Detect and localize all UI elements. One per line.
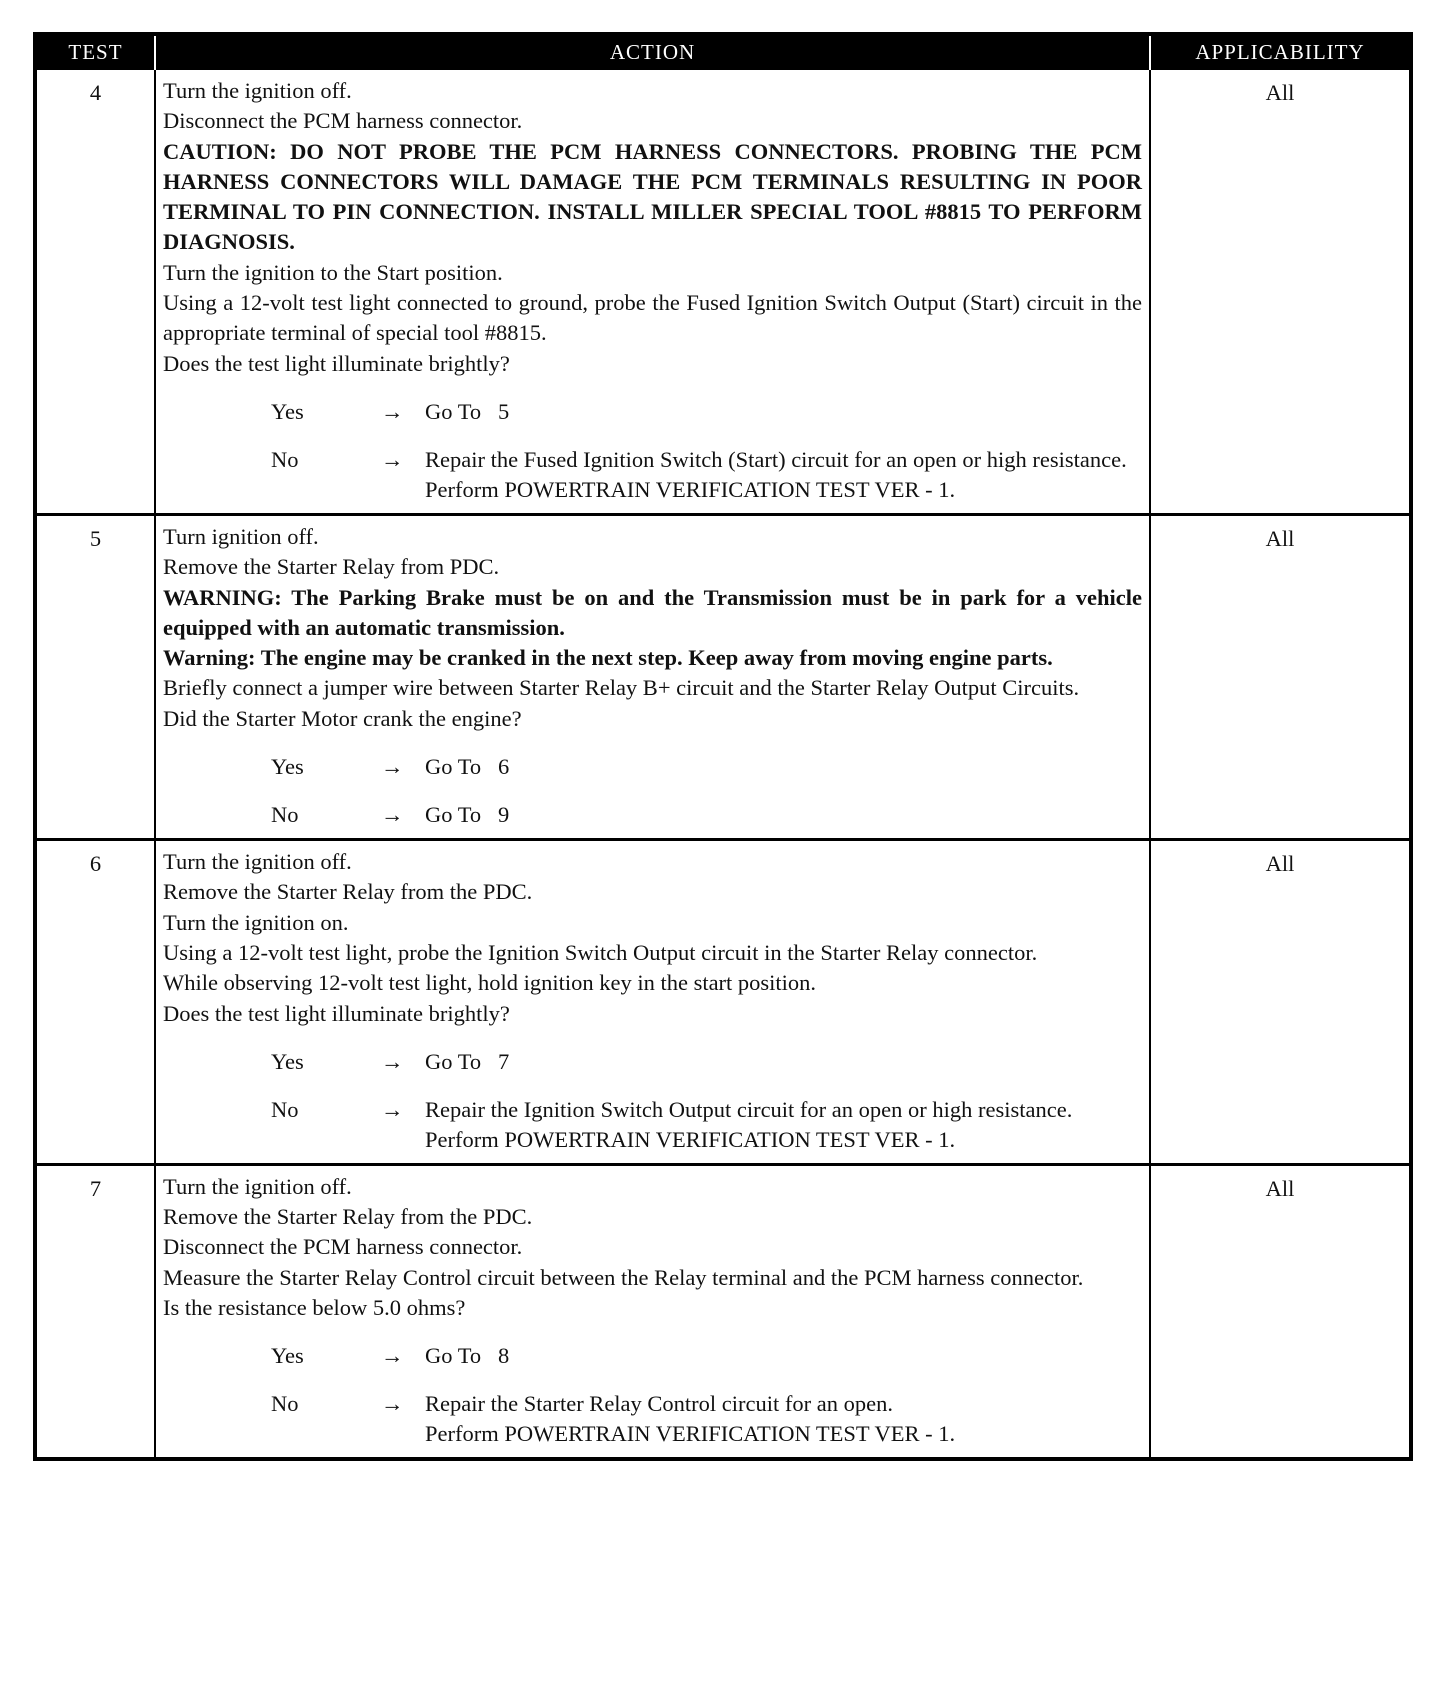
right-arrow-icon: → <box>381 1343 404 1369</box>
table-header-row <box>35 34 1411 69</box>
no-result <box>425 445 1142 505</box>
table-row <box>35 840 1411 1165</box>
caution-text: Warning: The engine may be cranked in the next step. Keep away from moving engine parts. <box>163 645 1053 671</box>
instruction-line: Disconnect the PCM harness connector. <box>163 1234 523 1260</box>
result-line: Go To 6 <box>425 754 510 780</box>
result-line: Go To 5 <box>425 398 510 424</box>
table-body <box>35 69 1411 1459</box>
yes-result <box>425 397 1142 427</box>
yes-result <box>425 1341 1142 1371</box>
right-arrow-icon: → <box>381 754 404 780</box>
instruction-line: Remove the Starter Relay from the PDC. <box>163 879 533 905</box>
instruction-line: While observing 12-volt test light, hold ignition key in the start position. <box>163 970 817 996</box>
caution-text: CAUTION: DO NOT PROBE THE PCM HARNESS CONNECTORS. PROBING THE PCM HARNESS CONNECTORS WILL DAMAGE THE PCM TERMINALS RESULTING IN POOR TERMINAL TO PIN CONNECTION. INSTALL MILLER SPECIAL TOOL #8815 TO PERFORM DIAGNOSIS. <box>163 138 1142 255</box>
test-number: 5 <box>35 514 155 839</box>
yes-label: Yes <box>271 1048 304 1074</box>
result-line: Repair the Fused Ignition Switch (Start) circuit for an open or high resistance. <box>425 446 1127 472</box>
no-label: No <box>271 1096 299 1122</box>
result-line: Perform POWERTRAIN VERIFICATION TEST VER - 1. <box>425 1126 956 1152</box>
yes-outcome <box>271 1047 1142 1077</box>
header-test: TEST <box>35 34 155 69</box>
right-arrow-icon: → <box>381 398 404 424</box>
instruction-line: Turn the ignition off. <box>163 849 352 875</box>
instruction-line: Remove the Starter Relay from PDC. <box>163 554 500 580</box>
instruction-line: Turn the ignition off. <box>163 1173 352 1199</box>
instruction-line: Briefly connect a jumper wire between Starter Relay B+ circuit and the Starter Relay Output Circuits. <box>163 675 1080 701</box>
no-outcome <box>271 1095 1142 1155</box>
result-line: Repair the Starter Relay Control circuit for an open. <box>425 1391 893 1417</box>
result-line: Go To 8 <box>425 1343 510 1369</box>
result-line: Perform POWERTRAIN VERIFICATION TEST VER - 1. <box>425 476 956 502</box>
yes-outcome <box>271 752 1142 782</box>
instruction-line: Disconnect the PCM harness connector. <box>163 108 523 134</box>
yes-label: Yes <box>271 398 304 424</box>
test-number: 4 <box>35 69 155 514</box>
right-arrow-icon: → <box>381 1048 404 1074</box>
no-label: No <box>271 802 299 828</box>
action-cell <box>155 840 1150 1165</box>
result-line: Go To 7 <box>425 1048 510 1074</box>
action-cell <box>155 514 1150 839</box>
no-label: No <box>271 446 299 472</box>
result-line: Perform POWERTRAIN VERIFICATION TEST VER - 1. <box>425 1421 956 1447</box>
test-number: 6 <box>35 840 155 1165</box>
header-action: ACTION <box>155 34 1150 69</box>
applicability-cell: All <box>1150 1164 1411 1459</box>
no-result <box>425 1095 1142 1155</box>
instruction-line: Turn ignition off. <box>163 523 319 549</box>
applicability-cell: All <box>1150 514 1411 839</box>
result-line: Repair the Ignition Switch Output circuit for an open or high resistance. <box>425 1096 1073 1122</box>
instruction-line: Does the test light illuminate brightly? <box>163 1000 510 1026</box>
no-outcome <box>271 445 1142 505</box>
instruction-line: Turn the ignition on. <box>163 909 349 935</box>
action-cell <box>155 1164 1150 1459</box>
no-label: No <box>271 1391 299 1417</box>
caution-text: WARNING: The Parking Brake must be on and the Transmission must be in park for a vehicle equipped with an automatic transmission. <box>163 584 1142 640</box>
yes-label: Yes <box>271 754 304 780</box>
instruction-line: Turn the ignition to the Start position. <box>163 259 503 285</box>
instruction-line: Using a 12-volt test light, probe the Ignition Switch Output circuit in the Starter Relay connector. <box>163 939 1038 965</box>
diagnostic-test-table <box>33 32 1413 1461</box>
table-row <box>35 69 1411 514</box>
instruction-line: Measure the Starter Relay Control circuit between the Relay terminal and the PCM harness connector. <box>163 1264 1084 1290</box>
yes-result <box>425 1047 1142 1077</box>
yes-outcome <box>271 1341 1142 1371</box>
instruction-line: Using a 12-volt test light connected to ground, probe the Fused Ignition Switch Output (Start) circuit in the appropriate terminal of special tool #8815. <box>163 290 1142 346</box>
right-arrow-icon: → <box>381 1096 404 1122</box>
applicability-cell: All <box>1150 840 1411 1165</box>
right-arrow-icon: → <box>381 446 404 472</box>
action-cell <box>155 69 1150 514</box>
yes-label: Yes <box>271 1343 304 1369</box>
no-result <box>425 800 1142 830</box>
yes-result <box>425 752 1142 782</box>
instruction-line: Did the Starter Motor crank the engine? <box>163 705 522 731</box>
no-outcome <box>271 1389 1142 1449</box>
instruction-line: Is the resistance below 5.0 ohms? <box>163 1295 466 1321</box>
no-result <box>425 1389 1142 1449</box>
header-applicability: APPLICABILITY <box>1150 34 1411 69</box>
table-row <box>35 1164 1411 1459</box>
instruction-line: Does the test light illuminate brightly? <box>163 350 510 376</box>
instruction-line: Turn the ignition off. <box>163 78 352 103</box>
no-outcome <box>271 800 1142 830</box>
test-number: 7 <box>35 1164 155 1459</box>
right-arrow-icon: → <box>381 802 404 828</box>
applicability-cell: All <box>1150 69 1411 514</box>
right-arrow-icon: → <box>381 1391 404 1417</box>
yes-outcome <box>271 397 1142 427</box>
table-row <box>35 514 1411 839</box>
diagnostic-page <box>33 32 1409 1461</box>
result-line: Go To 9 <box>425 802 510 828</box>
instruction-line: Remove the Starter Relay from the PDC. <box>163 1204 533 1230</box>
